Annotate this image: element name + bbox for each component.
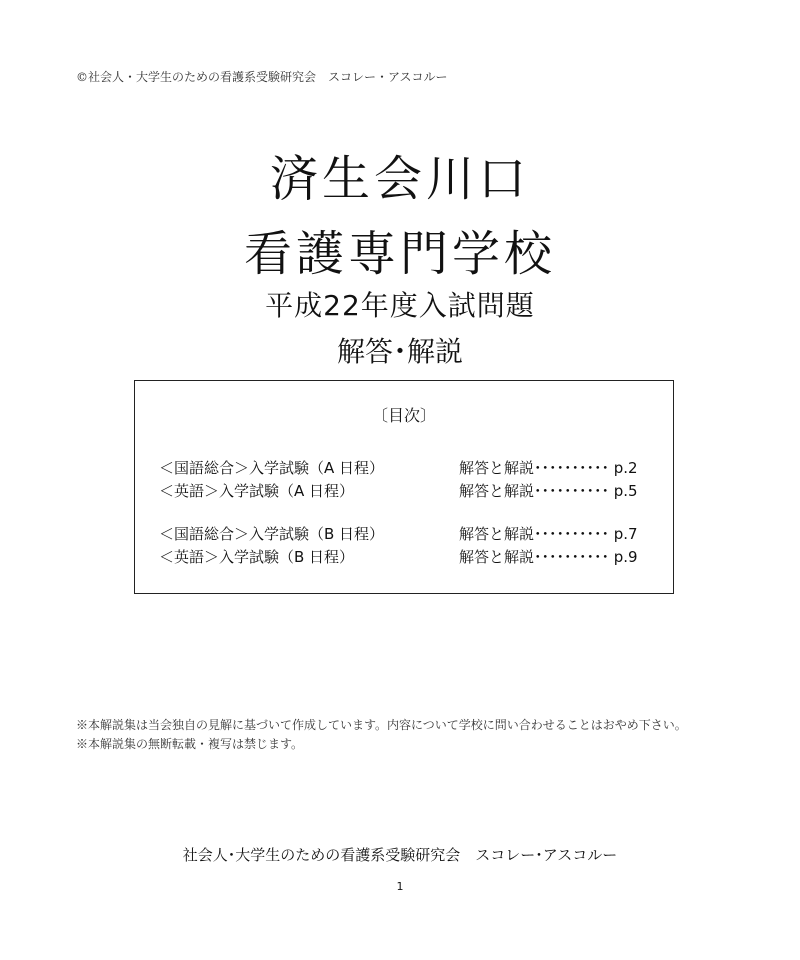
toc-heading: 〔目次〕: [371, 406, 436, 425]
toc-entry-page: 解答と解説･･････････ p.5: [459, 482, 638, 500]
toc-entry-label: ＜英語＞入学試験（A 日程）: [159, 482, 355, 500]
toc-entry-page: 解答と解説･･････････ p.9: [459, 548, 638, 566]
toc-entry-label: ＜英語＞入学試験（B 日程）: [159, 548, 355, 566]
copyright-header: ©社会人・大学生のための看護系受験研究会 スコレー・アスコルー: [76, 70, 448, 84]
answer-subtitle: 解答･解説: [336, 335, 463, 368]
page-number: 1: [396, 880, 404, 893]
disclaimer-note: ※本解説集の無断転載・複写は禁じます。: [76, 737, 304, 751]
school-name-line2: 看護専門学校: [243, 226, 556, 282]
disclaimer-notes: [76, 716, 736, 754]
toc-entry-page: 解答と解説･･････････ p.2: [459, 459, 638, 477]
table-of-contents: [134, 380, 674, 594]
exam-title: 平成22年度入試問題: [265, 289, 535, 322]
school-name-line1: 済生会川口: [269, 151, 530, 207]
disclaimer-note: ※本解説集は当会独自の見解に基づいて作成しています。内容について学校に問い合わせることはおやめ下さい。: [76, 718, 687, 732]
toc-entry-label: ＜国語総合＞入学試験（A 日程）: [159, 459, 385, 477]
toc-entry-label: ＜国語総合＞入学試験（B 日程）: [159, 525, 385, 543]
footer-organization: 社会人･大学生のための看護系受験研究会 スコレー･アスコルー: [182, 846, 618, 864]
toc-entry-page: 解答と解説･･････････ p.7: [459, 525, 638, 543]
